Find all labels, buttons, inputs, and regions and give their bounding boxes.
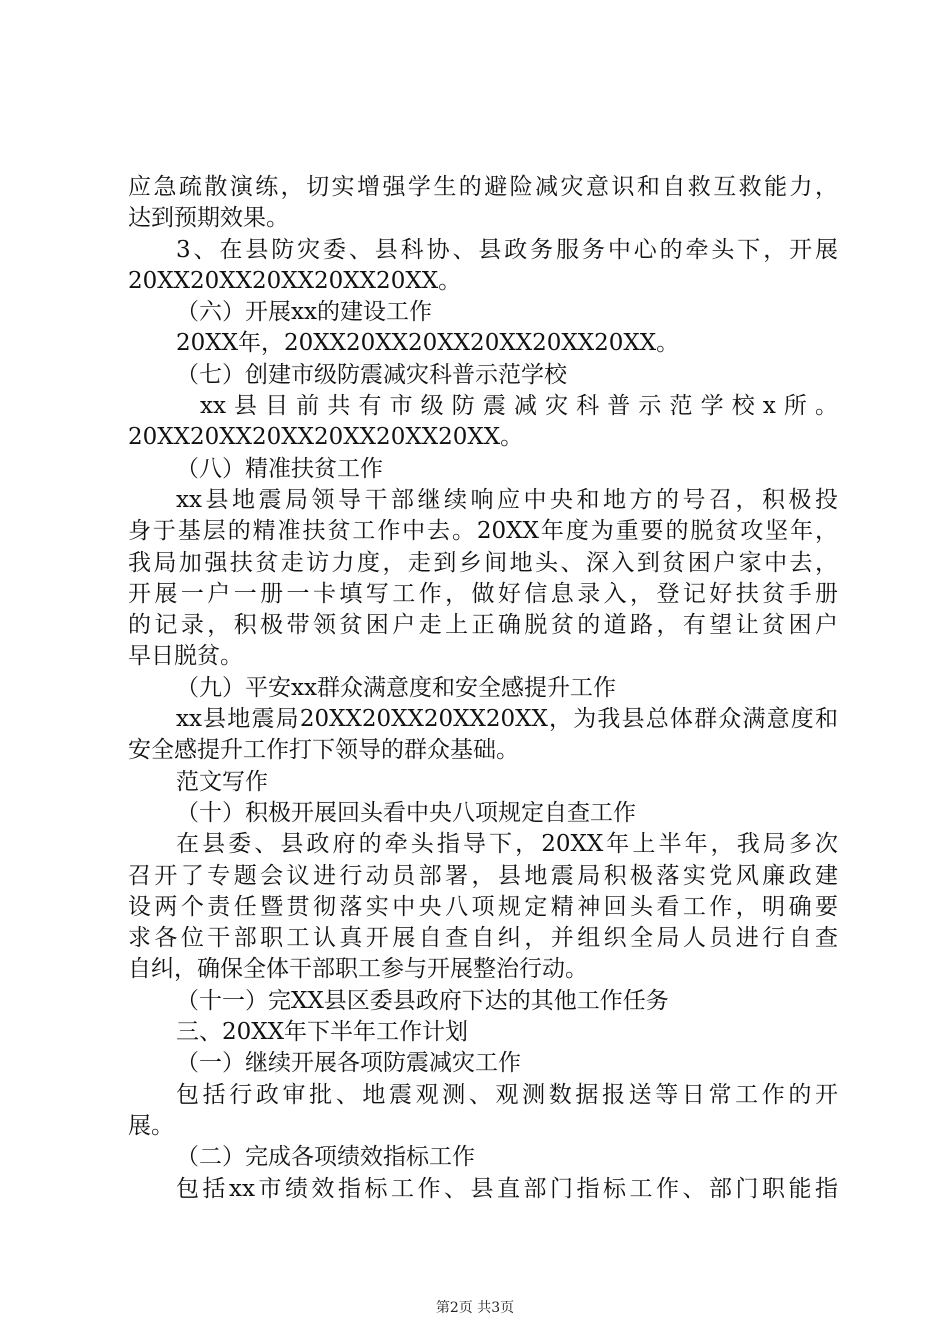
text-line: 开展一户一册一卡填写工作，做好信息录入，登记好扶贫手册 [128,580,838,607]
text-line: 身于基层的精准扶贫工作中去。20XX年度为重要的脱贫攻坚年， [128,518,838,545]
section-heading: （二）完成各项绩效指标工作 [176,1144,475,1171]
page-footer: 第2页 共3页 [435,1300,515,1316]
text-line: 范文写作 [176,768,268,795]
text-line: 展。 [128,1112,174,1139]
text-line: 召开了专题会议进行动员部署，县地震局积极落实党风廉政建 [128,862,838,889]
text-line: 包括xx市绩效指标工作、县直部门指标工作、部门职能指 [176,1175,838,1202]
text-line: 早日脱贫。 [128,643,243,670]
text-line: 20XX20XX20XX20XX20XX20XX。 [128,424,524,451]
text-line: 求各位干部职工认真开展自查自纠，并组织全局人员进行自查 [128,925,838,952]
section-heading: （一）继续开展各项防震减灾工作 [176,1050,521,1077]
text-line: 达到预期效果。 [128,205,289,232]
text-line: 的记录，积极带领贫困户走上正确脱贫的道路，有望让贫困户 [128,612,838,639]
text-line: 3、在县防灾委、县科协、县政务服务中心的牵头下，开展 [176,236,838,263]
section-heading: （九）平安xx群众满意度和安全感提升工作 [176,674,616,701]
document-body [128,172,838,1205]
section-heading: （十一）完XX县区委县政府下达的其他工作任务 [176,987,669,1014]
section-heading: （七）创建市级防震减灾科普示范学校 [176,361,567,388]
text-line: 应急疏散演练，切实增强学生的避险减灾意识和自救互救能力， [128,174,838,200]
section-heading: （八）精准扶贫工作 [176,455,383,482]
section-heading: 三、20XX年下半年工作计划 [176,1019,469,1046]
text-line: 在县委、县政府的牵头指导下，20XX年上半年，我局多次 [176,831,838,858]
text-line: xx县目前共有市级防震减灾科普示范学校x所。 [200,393,838,420]
text-line: 20XX年，20XX20XX20XX20XX20XX20XX。 [176,330,680,357]
section-heading: （六）开展xx的建设工作 [176,299,432,326]
text-line: 我局加强扶贫走访力度，走到乡间地头、深入到贫困户家中去， [128,549,838,576]
text-line: 设两个责任暨贯彻落实中央八项规定精神回头看工作，明确要 [128,893,838,920]
text-line: 20XX20XX20XX20XX20XX。 [128,267,462,294]
text-line: xx县地震局20XX20XX20XX20XX，为我县总体群众满意度和 [176,706,838,733]
text-line: 包括行政审批、地震观测、观测数据报送等日常工作的开 [176,1081,838,1108]
text-line: xx县地震局领导干部继续响应中央和地方的号召，积极投 [176,486,838,513]
section-heading: （十）积极开展回头看中央八项规定自查工作 [176,799,636,826]
text-line: 自纠，确保全体干部职工参与开展整治行动。 [128,956,588,983]
text-line: 安全感提升工作打下领导的群众基础。 [128,737,519,764]
